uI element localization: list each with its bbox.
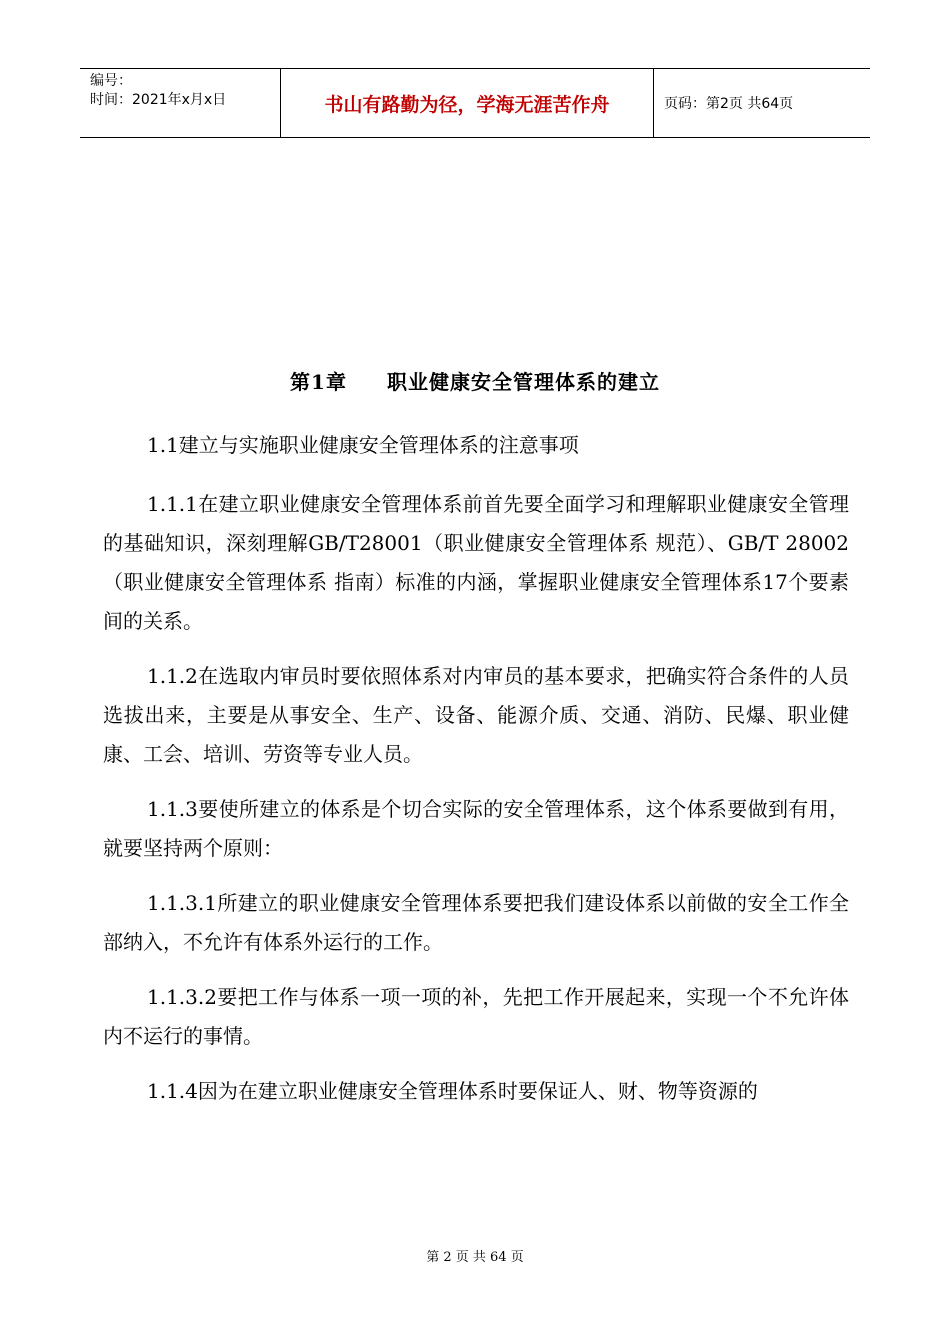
document-body [103, 426, 849, 1127]
document-time-label: 时间：2021年x月x日 [90, 92, 227, 108]
paragraph-1-1-3-2: 1.1.3.2要把工作与体系一项一项的补，先把工作开展起来，实现一个不允许体内不运行的事情。 [103, 985, 849, 1048]
document-number-label: 编号： [90, 73, 132, 89]
header-meta-cell [80, 69, 281, 137]
paragraph-1-1-3-1: 1.1.3.1所建立的职业健康安全管理体系要把我们建设体系以前做的安全工作全部纳入，不允许有体系外运行的工作。 [103, 891, 849, 954]
chapter-heading [0, 366, 950, 395]
paragraph-1-1-2: 1.1.2在选取内审员时要依照体系对内审员的基本要求，把确实符合条件的人员选拔出来，主要是从事安全、生产、设备、能源介质、交通、消防、民爆、职业健康、工会、培训、劳资等专业人员。 [103, 664, 849, 766]
chapter-number: 第1章 [290, 370, 347, 394]
header-page-info: 页码：第2页 共64页 [664, 96, 794, 112]
page-footer: 第 2 页 共 64 页 [426, 1250, 524, 1265]
paragraph-1-1-1: 1.1.1在建立职业健康安全管理体系前首先要全面学习和理解职业健康安全管理的基础知识，深刻理解GB/T28001（职业健康安全管理体系 规范）、GB/T 28002（职业健康安全管理体系 指南）标准的内涵，掌握职业健康安全管理体系17个要素间的关系。 [103, 492, 849, 633]
header-motto: 书山有路勤为径，学海无涯苦作舟 [281, 69, 654, 137]
page-header [80, 68, 870, 138]
paragraph-1-1-3: 1.1.3要使所建立的体系是个切合实际的安全管理体系，这个体系要做到有用，就要坚持两个原则： [103, 797, 849, 860]
section-heading-1-1: 1.1建立与实施职业健康安全管理体系的注意事项 [147, 433, 579, 457]
chapter-title: 职业健康安全管理体系的建立 [386, 370, 660, 394]
paragraph-1-1-4: 1.1.4因为在建立职业健康安全管理体系时要保证人、财、物等资源的 [147, 1079, 758, 1103]
